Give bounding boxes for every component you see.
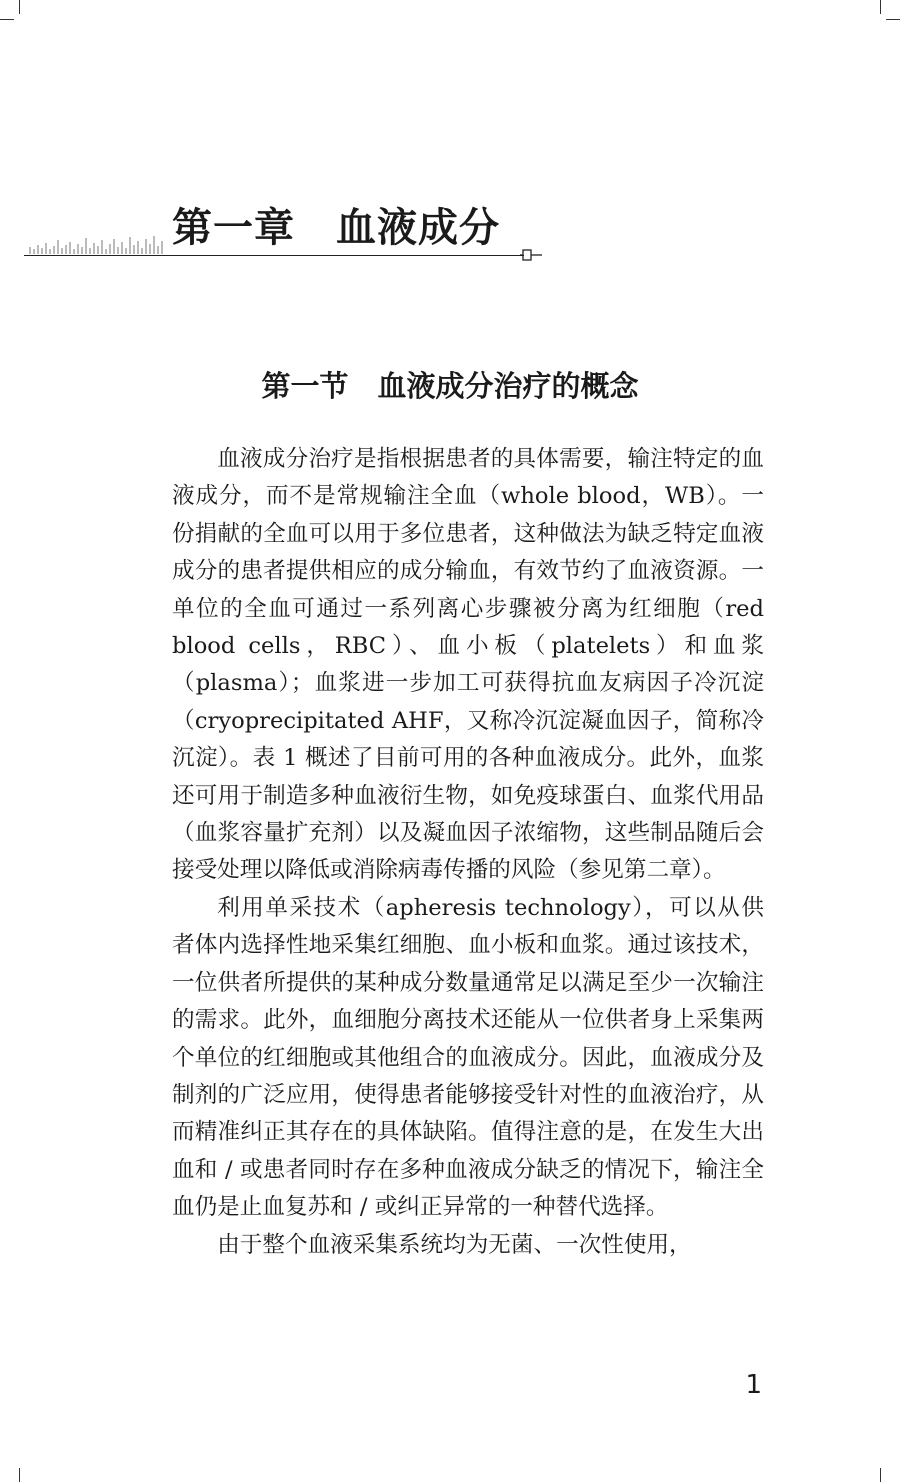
crop-mark-top-right-horizontal bbox=[886, 19, 900, 20]
section-title: 第一节 血液成分治疗的概念 bbox=[261, 369, 639, 403]
decorative-tick-marks bbox=[28, 234, 164, 254]
crop-mark-bottom-right-vertical bbox=[880, 1468, 881, 1482]
plug-end-icon bbox=[520, 246, 544, 264]
crop-mark-bottom-left-vertical bbox=[19, 1468, 20, 1482]
crop-mark-top-left-horizontal bbox=[0, 19, 14, 20]
chapter-title: 第一章 血液成分 bbox=[172, 205, 500, 251]
body-text bbox=[172, 441, 764, 1264]
crop-mark-top-left-vertical bbox=[19, 0, 20, 14]
paragraph: 利用单采技术（apheresis technology），可以从供者体内选择性地采集红细胞、血小板和血浆。通过该技术，一位供者所提供的某种成分数量通常足以满足至少一次输注的需求。此外，血细胞分离技术还能从一位供者身上采集两个单位的红细胞或其他组合的血液成分。因此，血液成分及制剂的广泛应用，使得患者能够接受针对性的血液治疗，从而精准纠正其存在的具体缺陷。值得注意的是，在发生大出血和 / 或患者同时存在多种血液成分缺乏的情况下，输注全血仍是止血复苏和 / 或纠正异常的一种替代选择。 bbox=[172, 894, 764, 1221]
chapter-rule-line bbox=[24, 255, 524, 256]
crop-mark-top-right-vertical bbox=[880, 0, 881, 14]
page-number: 1 bbox=[745, 1370, 762, 1400]
paragraph: 由于整个血液采集系统均为无菌、一次性使用， bbox=[217, 1231, 692, 1258]
paragraph: 血液成分治疗是指根据患者的具体需要，输注特定的血液成分，而不是常规输注全血（whole blood，WB）。一份捐献的全血可以用于多位患者，这种做法为缺乏特定血液成分的患者提供相应的成分输血，有效节约了血液资源。一单位的全血可通过一系列离心步骤被分离为红细胞（red blood cells，RBC）、血小板（platelets）和血浆（plasma）；血浆进一步加工可获得抗血友病因子冷沉淀（cryoprecipitated AHF，又称冷沉淀凝血因子，简称冷沉淀）。表 1 概述了目前可用的各种血液成分。此外，血浆还可用于制造多种血液衍生物，如免疫球蛋白、血浆代用品（血浆容量扩充剂）以及凝血因子浓缩物，这些制品随后会接受处理以降低或消除病毒传播的风险（参见第二章）。 bbox=[172, 446, 764, 884]
